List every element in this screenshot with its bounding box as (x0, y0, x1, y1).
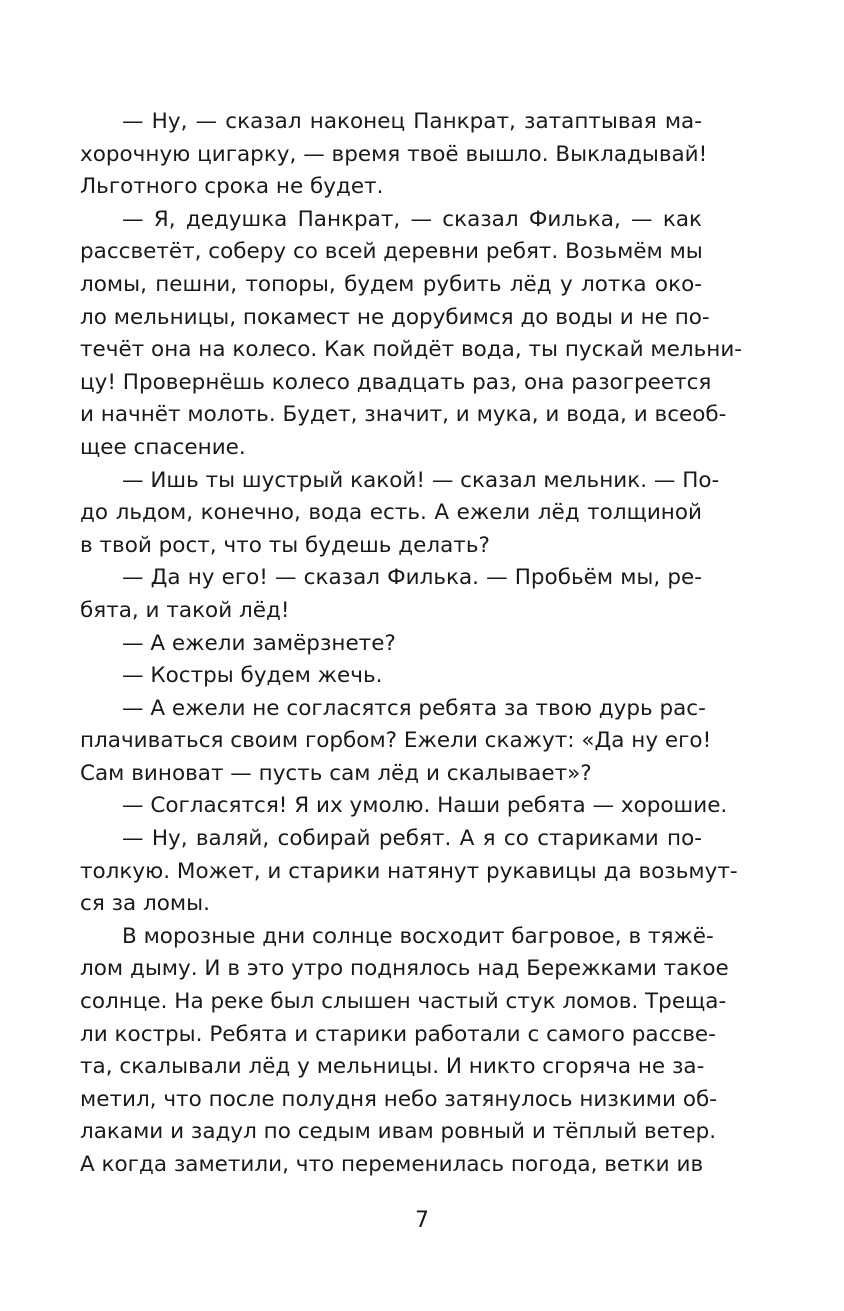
text-line: лом дыму. И в это утро поднялось над Бережками такое (80, 956, 729, 982)
text-line: — Да ну его! — сказал Филька. — Пробьём мы, ре- (122, 565, 702, 591)
text-line: — А ежели замёрзнете? (122, 630, 396, 656)
text-line: — Ишь ты шустрый какой! — сказал мельник. — По- (122, 467, 720, 493)
paragraph (80, 921, 729, 1182)
text-line: плачиваться своим горбом? Ежели скажут: «Да ну его! (80, 728, 712, 754)
text-line: хорочную цигарку, — время твоё вышло. Выкладывай! (80, 141, 708, 167)
paragraph (80, 204, 743, 465)
text-line: течёт она на колесо. Как пойдёт вода, ты пускай мельни- (80, 337, 743, 363)
text-line: А когда заметили, что переменилась погода, ветки ив (80, 1152, 704, 1177)
paragraph (80, 660, 702, 693)
text-line: метил, что после полудня небо затянулось низкими об- (80, 1086, 717, 1112)
text-line: ли костры. Ребята и старики работали с самого рассве- (80, 1021, 716, 1047)
text-line: до льдом, конечно, вода есть. А ежели лёд толщиной (80, 500, 702, 526)
text-line: цу! Провернёшь колесо двадцать раз, она разогреется (80, 369, 712, 395)
text-line: ломы, пешни, топоры, будем рубить лёд у лотка око- (80, 271, 702, 297)
text-line: солнце. На реке был слышен частый стук ломов. Треща- (80, 989, 727, 1015)
paragraph (80, 562, 702, 627)
text-line: ло мельницы, покамест не дорубимся до воды и не по- (80, 304, 710, 330)
text-line: щее спасение. (80, 434, 246, 460)
text-line: та, скалывали лёд у мельницы. И никто сгоряча не за- (80, 1054, 705, 1080)
body-text (80, 106, 743, 1182)
text-line: Льготного срока не будет. (80, 174, 384, 200)
paragraph (80, 628, 702, 661)
paragraph (80, 465, 720, 563)
text-line: бята, и такой лёд! (80, 597, 290, 623)
text-line: — Ну, — сказал наконец Панкрат, затаптывая ма- (122, 109, 702, 134)
text-line: лаками и задул по седым ивам ровный и тёплый ветер. (80, 1119, 717, 1145)
text-line: толкую. Может, и старики натянут рукавицы да возьмут- (80, 858, 738, 884)
page-number: 7 (415, 1208, 429, 1233)
text-line: — Ну, валяй, собирай ребят. А я со стариками по- (122, 826, 702, 852)
text-line: — Костры будем жечь. (122, 663, 383, 689)
paragraph (80, 106, 708, 204)
paragraph (80, 693, 712, 791)
text-line: и начнёт молоть. Будет, значит, и мука, и вода, и всеоб- (80, 402, 727, 428)
text-line: — Я, дедушка Панкрат, — сказал Филька, — как (122, 206, 702, 232)
paragraph (80, 823, 738, 921)
text-line: В морозные дни солнце восходит багровое, в тяжё- (122, 923, 714, 949)
text-line: в твой рост, что ты будешь делать? (80, 532, 490, 558)
text-line: ся за ломы. (80, 891, 210, 917)
text-line: — А ежели не согласятся ребята за твою дурь рас- (122, 695, 706, 721)
paragraph (80, 790, 728, 823)
text-line: рассветёт, соберу со всей деревни ребят. Возьмём мы (80, 239, 703, 265)
text-line: Сам виноват — пусть сам лёд и скалывает»? (80, 760, 592, 786)
text-line: — Согласятся! Я их умолю. Наши ребята — хорошие. (122, 793, 728, 819)
